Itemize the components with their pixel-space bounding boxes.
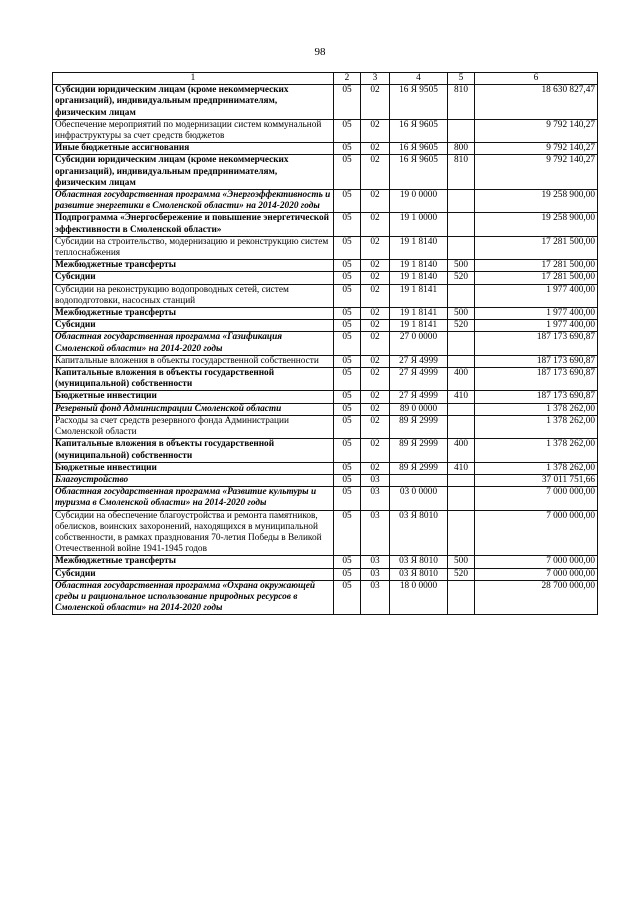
row-subsection: 02: [361, 85, 390, 120]
row-expense-type: 810: [448, 155, 475, 190]
row-section: 05: [334, 439, 361, 462]
row-name: Межбюджетные трансферты: [53, 308, 334, 320]
header-col-5: 5: [448, 73, 475, 85]
row-subsection: 02: [361, 332, 390, 355]
row-expense-type: 500: [448, 260, 475, 272]
row-target-code: 89 0 0000: [390, 403, 448, 415]
row-target-code: 03 0 0000: [390, 487, 448, 510]
row-name: Субсидии юридическим лицам (кроме некоммерческих организаций), индивидуальным предпринимателям, физическим лицам: [53, 155, 334, 190]
row-name: Расходы за счет средств резервного фонда Администрации Смоленской области: [53, 415, 334, 438]
row-name: Субсидии: [53, 568, 334, 580]
row-section: 05: [334, 272, 361, 284]
row-subsection: 02: [361, 355, 390, 367]
table-header-row: [53, 73, 598, 85]
row-name: Межбюджетные трансферты: [53, 556, 334, 568]
row-subsection: 03: [361, 568, 390, 580]
row-subsection: 02: [361, 119, 390, 142]
row-amount: 9 792 140,27: [475, 143, 598, 155]
row-amount: 37 011 751,66: [475, 474, 598, 486]
row-subsection: 02: [361, 213, 390, 236]
row-subsection: 03: [361, 487, 390, 510]
row-name: Субсидии на строительство, модернизацию и реконструкцию систем теплоснабжения: [53, 236, 334, 259]
row-expense-type: 800: [448, 143, 475, 155]
row-subsection: 02: [361, 403, 390, 415]
row-amount: 187 173 690,87: [475, 368, 598, 391]
table-row: [53, 119, 598, 142]
row-expense-type: 520: [448, 320, 475, 332]
table-row: [53, 474, 598, 486]
row-amount: 187 173 690,87: [475, 332, 598, 355]
row-subsection: 02: [361, 260, 390, 272]
header-col-3: 3: [361, 73, 390, 85]
row-target-code: 16 Я 9605: [390, 155, 448, 190]
row-expense-type: [448, 190, 475, 213]
row-amount: 28 700 000,00: [475, 580, 598, 615]
row-subsection: 03: [361, 510, 390, 556]
row-section: 05: [334, 462, 361, 474]
row-section: 05: [334, 332, 361, 355]
table-body: [53, 85, 598, 615]
table-row: [53, 580, 598, 615]
row-name: Иные бюджетные ассигнования: [53, 143, 334, 155]
row-target-code: 03 Я 8010: [390, 568, 448, 580]
row-name: Субсидии на реконструкцию водопроводных сетей, систем водоподготовки, насосных станций: [53, 284, 334, 307]
table-row: [53, 368, 598, 391]
table-row: [53, 391, 598, 403]
page-number: 98: [314, 46, 326, 58]
row-subsection: 02: [361, 308, 390, 320]
row-target-code: 03 Я 8010: [390, 510, 448, 556]
row-amount: 187 173 690,87: [475, 391, 598, 403]
row-name: Бюджетные инвестиции: [53, 391, 334, 403]
table-row: [53, 320, 598, 332]
row-section: 05: [334, 308, 361, 320]
row-name: Бюджетные инвестиции: [53, 462, 334, 474]
row-section: 05: [334, 213, 361, 236]
row-expense-type: 520: [448, 272, 475, 284]
row-target-code: [390, 474, 448, 486]
row-name: Подпрограмма «Энергосбережение и повышение энергетической эффективности в Смоленской области»: [53, 213, 334, 236]
row-section: 05: [334, 580, 361, 615]
row-section: 05: [334, 85, 361, 120]
table-row: [53, 462, 598, 474]
row-amount: 19 258 900,00: [475, 190, 598, 213]
row-amount: 17 281 500,00: [475, 272, 598, 284]
table-row: [53, 213, 598, 236]
row-expense-type: [448, 415, 475, 438]
row-name: Капитальные вложения в объекты государственной собственности: [53, 355, 334, 367]
row-target-code: 16 Я 9605: [390, 119, 448, 142]
row-target-code: 18 0 0000: [390, 580, 448, 615]
table-row: [53, 439, 598, 462]
row-section: 05: [334, 260, 361, 272]
row-expense-type: [448, 580, 475, 615]
row-subsection: 02: [361, 143, 390, 155]
row-expense-type: [448, 403, 475, 415]
row-name: Обеспечение мероприятий по модернизации систем коммунальной инфраструктуры за счет средств бюджетов: [53, 119, 334, 142]
row-name: Резервный фонд Администрации Смоленской области: [53, 403, 334, 415]
row-subsection: 02: [361, 190, 390, 213]
row-expense-type: [448, 284, 475, 307]
row-amount: 1 378 262,00: [475, 439, 598, 462]
row-name: Благоустройство: [53, 474, 334, 486]
row-expense-type: [448, 474, 475, 486]
row-section: 05: [334, 284, 361, 307]
row-amount: 7 000 000,00: [475, 487, 598, 510]
row-subsection: 02: [361, 155, 390, 190]
table-row: [53, 568, 598, 580]
header-col-2: 2: [334, 73, 361, 85]
row-name: Областная государственная программа «Развитие культуры и туризма в Смоленской области» на 2014-2020 годы: [53, 487, 334, 510]
row-name: Капитальные вложения в объекты государственной (муниципальной) собственности: [53, 368, 334, 391]
row-name: Субсидии на обеспечение благоустройства и ремонта памятников, обелисков, воинских захоронений, находящихся в муниципальной собственности, в рамках празднования 70-летия Победы в Великой Отечественной войне 1941-1945 годов: [53, 510, 334, 556]
row-amount: 1 378 262,00: [475, 415, 598, 438]
row-amount: 7 000 000,00: [475, 568, 598, 580]
row-subsection: 03: [361, 474, 390, 486]
row-amount: 7 000 000,00: [475, 556, 598, 568]
row-name: Капитальные вложения в объекты государственной (муниципальной) собственности: [53, 439, 334, 462]
row-expense-type: 500: [448, 556, 475, 568]
row-expense-type: 400: [448, 368, 475, 391]
row-expense-type: 400: [448, 439, 475, 462]
row-subsection: 02: [361, 272, 390, 284]
row-name: Субсидии юридическим лицам (кроме некоммерческих организаций), индивидуальным предпринимателям, физическим лицам: [53, 85, 334, 120]
header-col-1: 1: [53, 73, 334, 85]
row-section: 05: [334, 556, 361, 568]
row-expense-type: 810: [448, 85, 475, 120]
table-row: [53, 510, 598, 556]
row-expense-type: [448, 213, 475, 236]
row-subsection: 02: [361, 462, 390, 474]
row-section: 05: [334, 190, 361, 213]
row-section: 05: [334, 510, 361, 556]
row-amount: 18 630 827,47: [475, 85, 598, 120]
row-amount: 17 281 500,00: [475, 236, 598, 259]
header-col-6: 6: [475, 73, 598, 85]
row-target-code: 27 Я 4999: [390, 355, 448, 367]
row-expense-type: [448, 355, 475, 367]
header-col-4: 4: [390, 73, 448, 85]
row-section: 05: [334, 355, 361, 367]
row-expense-type: 520: [448, 568, 475, 580]
row-target-code: 27 Я 4999: [390, 368, 448, 391]
table-row: [53, 332, 598, 355]
row-amount: 9 792 140,27: [475, 119, 598, 142]
row-section: 05: [334, 391, 361, 403]
row-section: 05: [334, 143, 361, 155]
row-section: 05: [334, 155, 361, 190]
row-name: Субсидии: [53, 272, 334, 284]
table-row: [53, 487, 598, 510]
row-section: 05: [334, 403, 361, 415]
row-subsection: 02: [361, 236, 390, 259]
budget-table: [52, 72, 598, 615]
row-expense-type: 500: [448, 308, 475, 320]
row-subsection: 02: [361, 391, 390, 403]
row-target-code: 27 Я 4999: [390, 391, 448, 403]
row-section: 05: [334, 568, 361, 580]
row-section: 05: [334, 368, 361, 391]
table-row: [53, 308, 598, 320]
row-section: 05: [334, 320, 361, 332]
row-section: 05: [334, 119, 361, 142]
row-subsection: 02: [361, 368, 390, 391]
row-target-code: 27 0 0000: [390, 332, 448, 355]
row-expense-type: 410: [448, 391, 475, 403]
row-target-code: 19 0 0000: [390, 190, 448, 213]
row-subsection: 03: [361, 580, 390, 615]
row-section: 05: [334, 236, 361, 259]
row-expense-type: [448, 487, 475, 510]
row-name: Областная государственная программа «Энергоэффективность и развитие энергетики в Смоленской области» на 2014-2020 годы: [53, 190, 334, 213]
row-target-code: 19 1 8140: [390, 236, 448, 259]
row-amount: 1 378 262,00: [475, 403, 598, 415]
row-subsection: 02: [361, 439, 390, 462]
row-target-code: 03 Я 8010: [390, 556, 448, 568]
table-row: [53, 355, 598, 367]
table-row: [53, 85, 598, 120]
row-expense-type: [448, 510, 475, 556]
row-amount: 17 281 500,00: [475, 260, 598, 272]
row-target-code: 19 1 8141: [390, 308, 448, 320]
row-name: Межбюджетные трансферты: [53, 260, 334, 272]
row-target-code: 89 Я 2999: [390, 462, 448, 474]
table-row: [53, 415, 598, 438]
row-name: Областная государственная программа «Охрана окружающей среды и рациональное использование природных ресурсов в Смоленской области» на 2014-2020 годы: [53, 580, 334, 615]
row-subsection: 02: [361, 284, 390, 307]
table-row: [53, 272, 598, 284]
table-row: [53, 284, 598, 307]
row-target-code: 19 1 8141: [390, 320, 448, 332]
row-target-code: 89 Я 2999: [390, 415, 448, 438]
table-row: [53, 236, 598, 259]
table-row: [53, 403, 598, 415]
row-amount: 9 792 140,27: [475, 155, 598, 190]
row-target-code: 19 1 8140: [390, 272, 448, 284]
row-subsection: 02: [361, 415, 390, 438]
row-amount: 1 977 400,00: [475, 284, 598, 307]
table-row: [53, 556, 598, 568]
row-subsection: 03: [361, 556, 390, 568]
row-amount: 187 173 690,87: [475, 355, 598, 367]
table-row: [53, 260, 598, 272]
row-target-code: 16 Я 9605: [390, 143, 448, 155]
row-expense-type: [448, 332, 475, 355]
row-section: 05: [334, 415, 361, 438]
row-target-code: 19 1 0000: [390, 213, 448, 236]
row-section: 05: [334, 474, 361, 486]
row-name: Субсидии: [53, 320, 334, 332]
table-row: [53, 143, 598, 155]
row-amount: 1 378 262,00: [475, 462, 598, 474]
row-target-code: 89 Я 2999: [390, 439, 448, 462]
row-target-code: 19 1 8141: [390, 284, 448, 307]
row-target-code: 16 Я 9505: [390, 85, 448, 120]
row-amount: 1 977 400,00: [475, 308, 598, 320]
row-amount: 7 000 000,00: [475, 510, 598, 556]
row-expense-type: [448, 119, 475, 142]
row-expense-type: [448, 236, 475, 259]
row-name: Областная государственная программа «Газификация Смоленской области» на 2014-2020 годы: [53, 332, 334, 355]
table-row: [53, 190, 598, 213]
row-section: 05: [334, 487, 361, 510]
row-target-code: 19 1 8140: [390, 260, 448, 272]
row-amount: 1 977 400,00: [475, 320, 598, 332]
row-subsection: 02: [361, 320, 390, 332]
table-row: [53, 155, 598, 190]
row-amount: 19 258 900,00: [475, 213, 598, 236]
row-expense-type: 410: [448, 462, 475, 474]
